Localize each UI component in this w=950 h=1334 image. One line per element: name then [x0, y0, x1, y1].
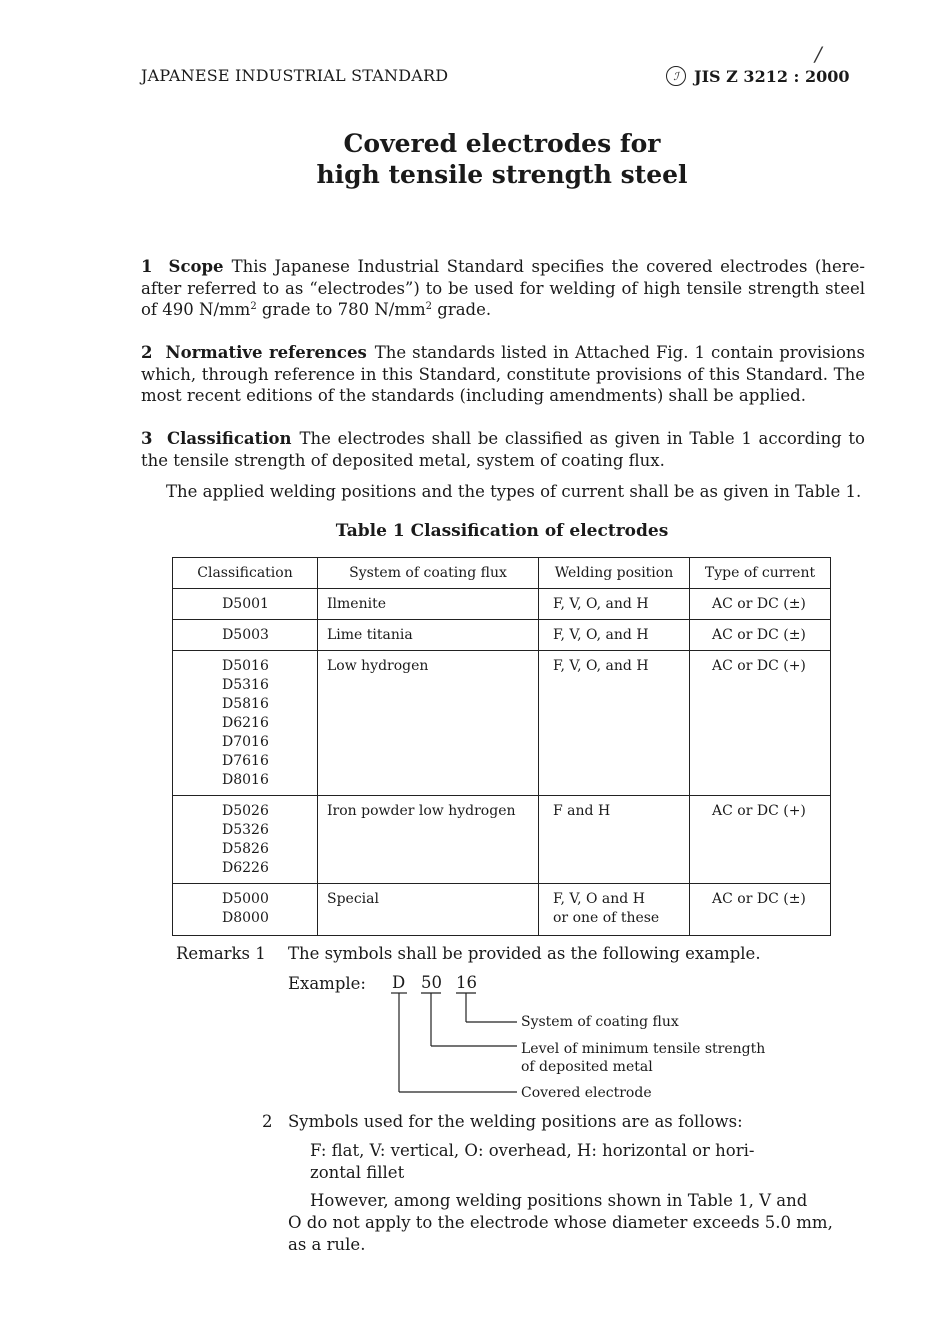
cell-current: AC or DC (±) [690, 620, 831, 651]
section-text: grade to 780 N/mm [256, 300, 426, 319]
remark-2-detail-cont: zontal fillet [310, 1163, 405, 1182]
remark-1-text: The symbols shall be provided as the following example. [288, 944, 761, 963]
classification-table [172, 557, 831, 936]
column-header: Type of current [690, 558, 831, 589]
remark-2-detail: F: flat, V: vertical, O: overhead, H: horizontal or hori- [310, 1141, 755, 1160]
section-normative-references [141, 342, 865, 407]
example-symbol-flux: 16 [456, 973, 477, 992]
section-heading: 1 Scope [141, 257, 224, 276]
cell-flux: Ilmenite [318, 589, 539, 620]
cell-classification: D5016 D5316 D5816 D6216 D7016 D7616 D8016 [173, 651, 318, 796]
table-row [173, 651, 831, 796]
diagram-label-strength-2: of deposited metal [521, 1059, 653, 1075]
cell-current: AC or DC (±) [690, 884, 831, 936]
table-row [173, 589, 831, 620]
example-symbol-d: D [392, 973, 406, 992]
remark-2-text: Symbols used for the welding positions are as follows: [288, 1112, 743, 1131]
cell-classification: D5001 [173, 589, 318, 620]
remark-2-note-end: as a rule. [288, 1235, 366, 1254]
cell-position: F, V, O, and H [539, 620, 690, 651]
diagram-label-electrode: Covered electrode [521, 1085, 652, 1101]
superscript: 2 [425, 301, 433, 312]
diagram-label-flux: System of coating flux [521, 1014, 679, 1030]
cell-current: AC or DC (+) [690, 651, 831, 796]
section-classification [141, 428, 865, 471]
section-text: This Japanese Industrial Standard specifies the covered electrodes (here-after referred to as “electrodes”) to be used for welding of high tensile strength steel of 490 N/mm [141, 257, 865, 319]
cell-position: F, V, O, and H [539, 651, 690, 796]
section-text: grade. [432, 300, 492, 319]
cell-classification: D5003 [173, 620, 318, 651]
title-line-1: Covered electrodes for [343, 129, 661, 158]
column-header: Classification [173, 558, 318, 589]
remark-2-number: 2 [262, 1112, 273, 1131]
table-row [173, 884, 831, 936]
table-caption: Table 1 Classification of electrodes [335, 521, 669, 541]
column-header: Welding position [539, 558, 690, 589]
standard-code: JIS Z 3212 : 2000 [694, 66, 850, 86]
section-scope [141, 256, 865, 321]
example-symbol-strength: 50 [421, 973, 442, 992]
corner-mark: / [815, 42, 822, 66]
section-text: The standards listed in Attached Fig. 1 contain provisions which, through reference in this Standard, constitute provisions of this Standard. The most recent editions of the standards (including amendments) shall be applied. [141, 343, 865, 405]
cell-classification: D5000 D8000 [173, 884, 318, 936]
superscript: 2 [250, 301, 257, 312]
section-heading: 3 Classification [141, 429, 292, 448]
table-row [173, 620, 831, 651]
header-standard-number [666, 66, 850, 86]
example-label: Example: [288, 974, 366, 993]
remark-2-note-cont: O do not apply to the electrode whose diameter exceeds 5.0 mm, [288, 1213, 833, 1232]
remarks-label: Remarks 1 [176, 944, 266, 963]
cell-flux: Lime titania [318, 620, 539, 651]
section-heading: 2 Normative references [141, 343, 367, 362]
title-line-2: high tensile strength steel [316, 160, 688, 189]
cell-position: F and H [539, 796, 690, 884]
section-classification-para-2: The applied welding positions and the types of current shall be as given in Table 1. [166, 482, 862, 501]
cell-flux: Special [318, 884, 539, 936]
diagram-label-strength: Level of minimum tensile strength [521, 1041, 766, 1057]
cell-classification: D5026 D5326 D5826 D6226 [173, 796, 318, 884]
table-header-row [173, 558, 831, 589]
cell-position: F, V, O, and H [539, 589, 690, 620]
table-row [173, 796, 831, 884]
cell-flux: Low hydrogen [318, 651, 539, 796]
cell-current: AC or DC (+) [690, 796, 831, 884]
cell-position: F, V, O and H or one of these [539, 884, 690, 936]
header-standard-label: JAPANESE INDUSTRIAL STANDARD [141, 66, 449, 85]
remark-2-note: However, among welding positions shown in Table 1, V and [310, 1191, 808, 1210]
jis-mark-icon: ℐ [666, 66, 686, 86]
cell-current: AC or DC (±) [690, 589, 831, 620]
section-text: The electrodes shall be classified as given in Table 1 according to the tensile strength of deposited metal, system of coating flux. [141, 429, 865, 470]
page-title [0, 128, 950, 190]
example-bracket-diagram [380, 990, 520, 1102]
column-header: System of coating flux [318, 558, 539, 589]
cell-flux: Iron powder low hydrogen [318, 796, 539, 884]
